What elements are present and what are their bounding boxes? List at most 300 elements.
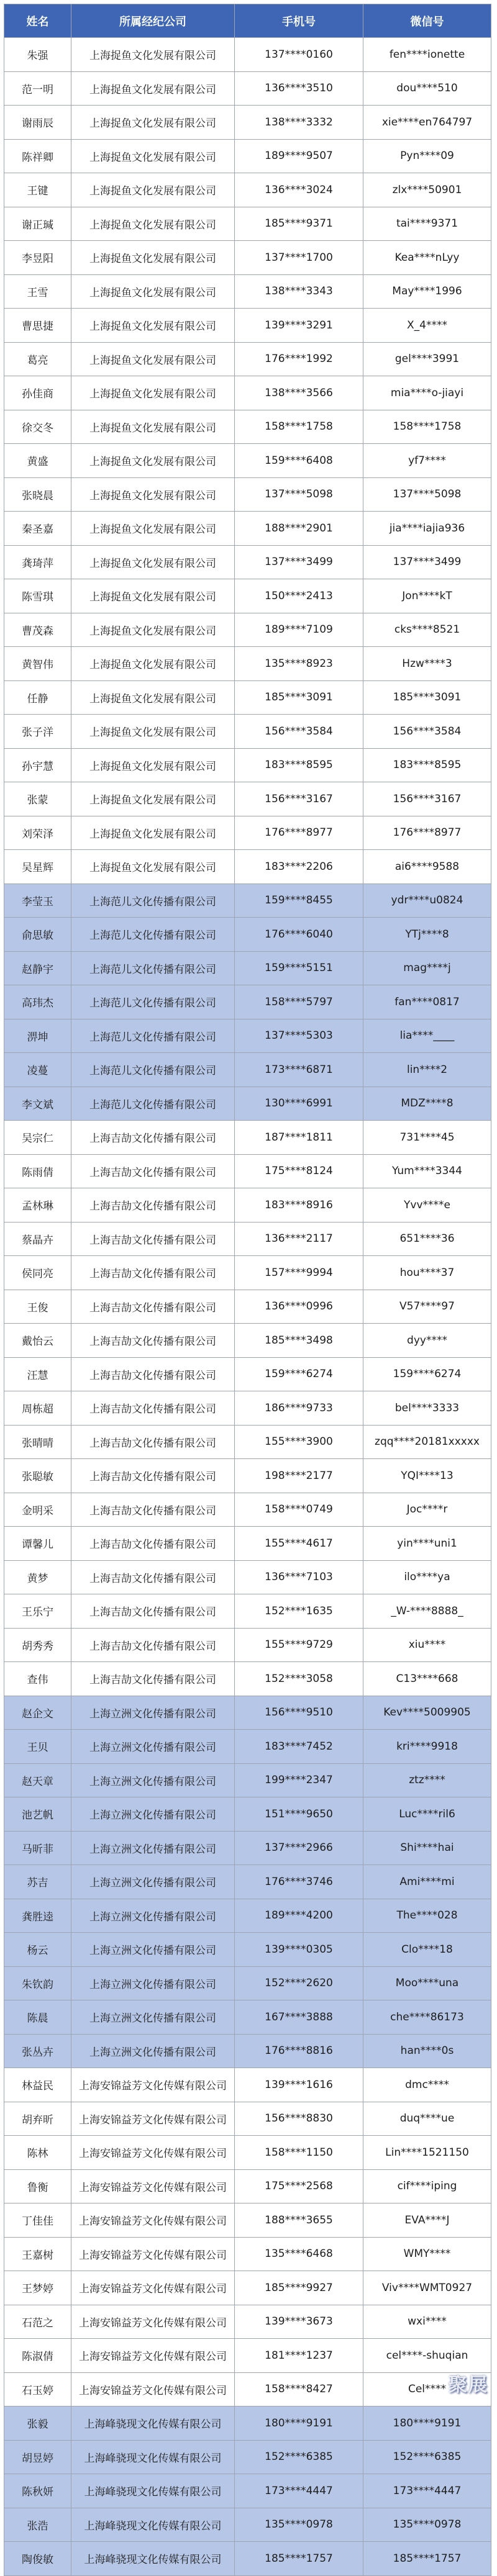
table-row xyxy=(4,1899,491,1933)
cell-wechat: Viv****WMT0927 xyxy=(363,2271,491,2305)
table-row xyxy=(4,241,491,275)
cell-phone: 137****5098 xyxy=(235,477,363,512)
cell-company: 上海捉鱼文化发展有限公司 xyxy=(71,444,235,478)
cell-wechat: tai****9371 xyxy=(363,207,491,241)
cell-wechat: 731****45 xyxy=(363,1121,491,1155)
cell-name: 李莹玉 xyxy=(4,884,71,918)
cell-name: 黄智伟 xyxy=(4,647,71,681)
cell-company: 上海捉鱼文化发展有限公司 xyxy=(71,38,235,72)
cell-name: 龚胜逵 xyxy=(4,1899,71,1933)
cell-name: 陈祥卿 xyxy=(4,139,71,173)
cell-phone: 175****2568 xyxy=(235,2169,363,2203)
cell-name: 池艺帆 xyxy=(4,1797,71,1832)
cell-company: 上海吉劼文化传播有限公司 xyxy=(71,1594,235,1629)
cell-wechat: YTj****8 xyxy=(363,918,491,952)
cell-company: 上海捉鱼文化发展有限公司 xyxy=(71,715,235,749)
cell-name: 葛亮 xyxy=(4,342,71,376)
cell-name: 陈晨 xyxy=(4,2000,71,2035)
cell-wechat: han****0s xyxy=(363,2034,491,2068)
cell-phone: 181****1237 xyxy=(235,2339,363,2373)
cell-company: 上海捉鱼文化发展有限公司 xyxy=(71,512,235,546)
cell-company: 上海捉鱼文化发展有限公司 xyxy=(71,241,235,275)
cell-wechat: Clo****18 xyxy=(363,1933,491,1967)
cell-phone: 176****8816 xyxy=(235,2034,363,2068)
table-row xyxy=(4,512,491,546)
cell-name: 刘荣泽 xyxy=(4,816,71,850)
cell-wechat: C13****668 xyxy=(363,1662,491,1696)
table-row xyxy=(4,2542,491,2576)
cell-phone: 176****6040 xyxy=(235,918,363,952)
table-row xyxy=(4,1391,491,1426)
table-row xyxy=(4,376,491,410)
cell-wechat: hou****37 xyxy=(363,1256,491,1290)
cell-wechat: bel****3333 xyxy=(363,1391,491,1426)
table-row xyxy=(4,2000,491,2035)
cell-company: 上海吉劼文化传播有限公司 xyxy=(71,1357,235,1391)
cell-wechat: yf7**** xyxy=(363,444,491,478)
cell-phone: 159****6274 xyxy=(235,1357,363,1391)
cell-name: 查伟 xyxy=(4,1662,71,1696)
cell-phone: 157****9994 xyxy=(235,1256,363,1290)
cell-company: 上海立洲文化传播有限公司 xyxy=(71,2034,235,2068)
cell-wechat: 137****3499 xyxy=(363,545,491,579)
cell-phone: 158****0749 xyxy=(235,1493,363,1527)
cell-company: 上海吉劼文化传播有限公司 xyxy=(71,1628,235,1662)
cell-company: 上海范儿文化传播有限公司 xyxy=(71,951,235,985)
cell-company: 上海捉鱼文化发展有限公司 xyxy=(71,748,235,782)
table-row xyxy=(4,1019,491,1053)
cell-name: 赵天章 xyxy=(4,1763,71,1797)
cell-phone: 138****3566 xyxy=(235,376,363,410)
cell-company: 上海捉鱼文化发展有限公司 xyxy=(71,410,235,444)
cell-company: 上海吉劼文化传播有限公司 xyxy=(71,1324,235,1358)
cell-phone: 152****2620 xyxy=(235,1966,363,2000)
cell-company: 上海吉劼文化传播有限公司 xyxy=(71,1290,235,1324)
cell-phone: 185****9927 xyxy=(235,2271,363,2305)
table-row xyxy=(4,1628,491,1662)
cell-name: 朱强 xyxy=(4,38,71,72)
cell-company: 上海捉鱼文化发展有限公司 xyxy=(71,782,235,816)
cell-company: 上海捉鱼文化发展有限公司 xyxy=(71,71,235,106)
cell-wechat: jia****iajia936 xyxy=(363,512,491,546)
cell-name: 石玉婷 xyxy=(4,2372,71,2407)
cell-name: 胡昱婷 xyxy=(4,2440,71,2474)
table-row xyxy=(4,71,491,106)
cell-company: 上海范儿文化传播有限公司 xyxy=(71,884,235,918)
cell-company: 上海捉鱼文化发展有限公司 xyxy=(71,173,235,207)
cell-company: 上海安锦益芳文化传媒有限公司 xyxy=(71,2339,235,2373)
cell-name: 丁佳佳 xyxy=(4,2203,71,2238)
header-phone: 手机号 xyxy=(235,4,363,38)
cell-wechat: 156****3584 xyxy=(363,715,491,749)
table-row xyxy=(4,715,491,749)
cell-phone: 155****4617 xyxy=(235,1527,363,1561)
table-row xyxy=(4,410,491,444)
cell-phone: 176****3746 xyxy=(235,1865,363,1899)
cell-name: 陈秋妍 xyxy=(4,2474,71,2508)
table-row xyxy=(4,38,491,72)
cell-phone: 176****1992 xyxy=(235,342,363,376)
cell-company: 上海范儿文化传播有限公司 xyxy=(71,918,235,952)
table-row xyxy=(4,2271,491,2305)
cell-phone: 199****2347 xyxy=(235,1763,363,1797)
cell-company: 上海吉劼文化传播有限公司 xyxy=(71,1154,235,1188)
cell-phone: 198****2177 xyxy=(235,1459,363,1493)
cell-phone: 138****3343 xyxy=(235,274,363,309)
cell-phone: 173****6871 xyxy=(235,1053,363,1087)
cell-wechat: 180****9191 xyxy=(363,2407,491,2441)
cell-wechat: 156****3167 xyxy=(363,782,491,816)
cell-company: 上海安锦益芳文化传媒有限公司 xyxy=(71,2203,235,2238)
cell-wechat: 185****1757 xyxy=(363,2542,491,2576)
table-row xyxy=(4,1662,491,1696)
cell-wechat: Luc****ril6 xyxy=(363,1797,491,1832)
cell-phone: 158****1758 xyxy=(235,410,363,444)
cell-phone: 183****8595 xyxy=(235,748,363,782)
cell-phone: 187****1811 xyxy=(235,1121,363,1155)
table-row xyxy=(4,477,491,512)
cell-phone: 156****3584 xyxy=(235,715,363,749)
cell-name: 汪慧 xyxy=(4,1357,71,1391)
cell-company: 上海安锦益芳文化传媒有限公司 xyxy=(71,2136,235,2170)
cell-name: 张浩 xyxy=(4,2508,71,2542)
cell-name: 胡秀秀 xyxy=(4,1628,71,1662)
cell-wechat: zqq****20181xxxxx xyxy=(363,1425,491,1459)
cell-phone: 188****2901 xyxy=(235,512,363,546)
cell-company: 上海立洲文化传播有限公司 xyxy=(71,1865,235,1899)
cell-company: 上海立洲文化传播有限公司 xyxy=(71,1797,235,1832)
cell-wechat: Kev****5009905 xyxy=(363,1696,491,1730)
table-row xyxy=(4,1053,491,1087)
cell-name: 黄盛 xyxy=(4,444,71,478)
table-row xyxy=(4,1222,491,1256)
cell-company: 上海安锦益芳文化传媒有限公司 xyxy=(71,2271,235,2305)
cell-company: 上海峰骁现文化传媒有限公司 xyxy=(71,2542,235,2576)
table-row xyxy=(4,1560,491,1594)
table-row xyxy=(4,1933,491,1967)
cell-name: 秦圣嘉 xyxy=(4,512,71,546)
cell-company: 上海立洲文化传播有限公司 xyxy=(71,1966,235,2000)
cell-phone: 155****3900 xyxy=(235,1425,363,1459)
cell-company: 上海范儿文化传播有限公司 xyxy=(71,1019,235,1053)
cell-company: 上海吉劼文化传播有限公司 xyxy=(71,1662,235,1696)
cell-name: 赵企文 xyxy=(4,1696,71,1730)
table-row xyxy=(4,1357,491,1391)
cell-company: 上海立洲文化传播有限公司 xyxy=(71,2000,235,2035)
cell-name: 黄梦 xyxy=(4,1560,71,1594)
roster-table xyxy=(4,4,491,2576)
table-row xyxy=(4,139,491,173)
cell-company: 上海捉鱼文化发展有限公司 xyxy=(71,309,235,343)
table-row xyxy=(4,1493,491,1527)
cell-phone: 183****2206 xyxy=(235,850,363,884)
cell-company: 上海安锦益芳文化传媒有限公司 xyxy=(71,2068,235,2102)
table-row xyxy=(4,1087,491,1121)
cell-wechat: Kea****nLyy xyxy=(363,241,491,275)
cell-phone: 159****8455 xyxy=(235,884,363,918)
cell-name: 周栋超 xyxy=(4,1391,71,1426)
cell-company: 上海峰骁现文化传媒有限公司 xyxy=(71,2474,235,2508)
cell-wechat: xie****en764797 xyxy=(363,106,491,140)
table-row xyxy=(4,1594,491,1629)
cell-name: 王雪 xyxy=(4,274,71,309)
cell-name: 李文斌 xyxy=(4,1087,71,1121)
table-body xyxy=(4,38,491,2576)
cell-name: 淠坤 xyxy=(4,1019,71,1053)
cell-name: 王梦婷 xyxy=(4,2271,71,2305)
cell-wechat: 159****6274 xyxy=(363,1357,491,1391)
table-row xyxy=(4,2339,491,2373)
cell-phone: 167****3888 xyxy=(235,2000,363,2035)
cell-company: 上海峰骁现文化传媒有限公司 xyxy=(71,2407,235,2441)
cell-wechat: duq****ue xyxy=(363,2102,491,2136)
cell-phone: 159****6408 xyxy=(235,444,363,478)
cell-name: 龚琦萍 xyxy=(4,545,71,579)
table-row xyxy=(4,748,491,782)
cell-phone: 136****3024 xyxy=(235,173,363,207)
cell-name: 鲁衡 xyxy=(4,2169,71,2203)
cell-name: 王乐宁 xyxy=(4,1594,71,1629)
table-row xyxy=(4,579,491,613)
cell-phone: 137****2966 xyxy=(235,1831,363,1865)
cell-wechat: mag****j xyxy=(363,951,491,985)
cell-company: 上海立洲文化传播有限公司 xyxy=(71,1899,235,1933)
cell-wechat: X_4**** xyxy=(363,309,491,343)
cell-phone: 185****3091 xyxy=(235,680,363,715)
table-row xyxy=(4,274,491,309)
cell-name: 陈淑倩 xyxy=(4,2339,71,2373)
table-row xyxy=(4,2203,491,2238)
cell-company: 上海安锦益芳文化传媒有限公司 xyxy=(71,2102,235,2136)
table-row xyxy=(4,207,491,241)
table-row xyxy=(4,1527,491,1561)
cell-wechat: lia****____ xyxy=(363,1019,491,1053)
table-row xyxy=(4,2102,491,2136)
cell-wechat: Moo****una xyxy=(363,1966,491,2000)
cell-name: 李昱阳 xyxy=(4,241,71,275)
cell-wechat: fen****ionette xyxy=(363,38,491,72)
table-row xyxy=(4,2508,491,2542)
cell-wechat: cel****-shuqian xyxy=(363,2339,491,2373)
cell-name: 胡弃昕 xyxy=(4,2102,71,2136)
cell-phone: 137****1700 xyxy=(235,241,363,275)
cell-phone: 155****9729 xyxy=(235,1628,363,1662)
cell-name: 马昕菲 xyxy=(4,1831,71,1865)
cell-name: 戴怡云 xyxy=(4,1324,71,1358)
cell-phone: 185****1757 xyxy=(235,2542,363,2576)
cell-company: 上海立洲文化传播有限公司 xyxy=(71,1933,235,1967)
cell-name: 张晴晴 xyxy=(4,1425,71,1459)
cell-wechat: ai6****9588 xyxy=(363,850,491,884)
cell-name: 张毅 xyxy=(4,2407,71,2441)
cell-name: 吴星辉 xyxy=(4,850,71,884)
table-row xyxy=(4,2407,491,2441)
cell-phone: 139****0305 xyxy=(235,1933,363,1967)
cell-company: 上海捉鱼文化发展有限公司 xyxy=(71,274,235,309)
cell-name: 张聪敏 xyxy=(4,1459,71,1493)
cell-name: 王贝 xyxy=(4,1730,71,1764)
cell-name: 王键 xyxy=(4,173,71,207)
cell-phone: 135****0978 xyxy=(235,2508,363,2542)
cell-phone: 139****3673 xyxy=(235,2305,363,2339)
table-row xyxy=(4,782,491,816)
cell-wechat: dmc**** xyxy=(363,2068,491,2102)
cell-phone: 139****3291 xyxy=(235,309,363,343)
table-row xyxy=(4,2372,491,2407)
cell-name: 高玮杰 xyxy=(4,985,71,1019)
table-row xyxy=(4,1831,491,1865)
table-row xyxy=(4,1966,491,2000)
cell-name: 石范之 xyxy=(4,2305,71,2339)
cell-phone: 159****5151 xyxy=(235,951,363,985)
cell-phone: 136****3510 xyxy=(235,71,363,106)
cell-wechat: cif****iping xyxy=(363,2169,491,2203)
cell-wechat: Lin****1521150 xyxy=(363,2136,491,2170)
cell-wechat: dou****510 xyxy=(363,71,491,106)
header-row xyxy=(4,4,491,38)
cell-wechat: 183****8595 xyxy=(363,748,491,782)
table-row xyxy=(4,680,491,715)
cell-name: 凌蔓 xyxy=(4,1053,71,1087)
cell-company: 上海捉鱼文化发展有限公司 xyxy=(71,477,235,512)
table-row xyxy=(4,1696,491,1730)
header-company: 所属经纪公司 xyxy=(71,4,235,38)
cell-wechat: xiu**** xyxy=(363,1628,491,1662)
cell-wechat: 152****6385 xyxy=(363,2440,491,2474)
table-row xyxy=(4,1154,491,1188)
cell-company: 上海安锦益芳文化传媒有限公司 xyxy=(71,2169,235,2203)
cell-wechat: Yum****3344 xyxy=(363,1154,491,1188)
cell-phone: 180****9191 xyxy=(235,2407,363,2441)
cell-phone: 139****1616 xyxy=(235,2068,363,2102)
cell-name: 陈林 xyxy=(4,2136,71,2170)
cell-phone: 183****8916 xyxy=(235,1188,363,1222)
cell-wechat: yin****uni1 xyxy=(363,1527,491,1561)
cell-company: 上海峰骁现文化传媒有限公司 xyxy=(71,2440,235,2474)
cell-phone: 189****7109 xyxy=(235,613,363,647)
cell-company: 上海立洲文化传播有限公司 xyxy=(71,1831,235,1865)
cell-company: 上海吉劼文化传播有限公司 xyxy=(71,1560,235,1594)
table-row xyxy=(4,1290,491,1324)
cell-company: 上海捉鱼文化发展有限公司 xyxy=(71,816,235,850)
cell-company: 上海吉劼文化传播有限公司 xyxy=(71,1391,235,1426)
table-row xyxy=(4,1730,491,1764)
cell-wechat: 651****36 xyxy=(363,1222,491,1256)
table-row xyxy=(4,309,491,343)
cell-wechat: gel****3991 xyxy=(363,342,491,376)
cell-company: 上海吉劼文化传播有限公司 xyxy=(71,1425,235,1459)
cell-wechat: Shi****hai xyxy=(363,1831,491,1865)
cell-company: 上海吉劼文化传播有限公司 xyxy=(71,1527,235,1561)
cell-phone: 152****1635 xyxy=(235,1594,363,1629)
table-row xyxy=(4,2440,491,2474)
table-row xyxy=(4,2305,491,2339)
cell-name: 谢正瑊 xyxy=(4,207,71,241)
cell-wechat: Hzw****3 xyxy=(363,647,491,681)
cell-wechat: 185****3091 xyxy=(363,680,491,715)
cell-company: 上海捉鱼文化发展有限公司 xyxy=(71,139,235,173)
cell-name: 孟林琳 xyxy=(4,1188,71,1222)
cell-name: 陈雪琪 xyxy=(4,579,71,613)
cell-wechat: YQI****13 xyxy=(363,1459,491,1493)
cell-wechat: lin****2 xyxy=(363,1053,491,1087)
cell-company: 上海范儿文化传播有限公司 xyxy=(71,1087,235,1121)
cell-wechat: wxi**** xyxy=(363,2305,491,2339)
cell-wechat: The****028 xyxy=(363,1899,491,1933)
cell-wechat: zlx****50901 xyxy=(363,173,491,207)
table-row xyxy=(4,918,491,952)
cell-phone: 185****9371 xyxy=(235,207,363,241)
cell-name: 苏吉 xyxy=(4,1865,71,1899)
cell-phone: 137****3499 xyxy=(235,545,363,579)
table-row xyxy=(4,2034,491,2068)
cell-company: 上海吉劼文化传播有限公司 xyxy=(71,1222,235,1256)
cell-wechat: _W-****8888_ xyxy=(363,1594,491,1629)
cell-company: 上海吉劼文化传播有限公司 xyxy=(71,1459,235,1493)
cell-company: 上海范儿文化传播有限公司 xyxy=(71,1053,235,1087)
table-row xyxy=(4,1797,491,1832)
cell-company: 上海捉鱼文化发展有限公司 xyxy=(71,376,235,410)
cell-wechat: Jon****kT xyxy=(363,579,491,613)
cell-wechat: 176****8977 xyxy=(363,816,491,850)
cell-phone: 152****6385 xyxy=(235,2440,363,2474)
cell-name: 王俊 xyxy=(4,1290,71,1324)
cell-name: 陈雨倩 xyxy=(4,1154,71,1188)
cell-wechat: 173****4447 xyxy=(363,2474,491,2508)
table-row xyxy=(4,951,491,985)
table-row xyxy=(4,1324,491,1358)
cell-wechat: WMY**** xyxy=(363,2237,491,2271)
cell-company: 上海捉鱼文化发展有限公司 xyxy=(71,342,235,376)
cell-name: 吴宗仁 xyxy=(4,1121,71,1155)
cell-wechat: ilo****ya xyxy=(363,1560,491,1594)
cell-phone: 175****8124 xyxy=(235,1154,363,1188)
cell-phone: 151****9650 xyxy=(235,1797,363,1832)
table-row xyxy=(4,2237,491,2271)
cell-name: 蔡晶卉 xyxy=(4,1222,71,1256)
cell-company: 上海峰骁现文化传媒有限公司 xyxy=(71,2508,235,2542)
cell-company: 上海捉鱼文化发展有限公司 xyxy=(71,680,235,715)
cell-wechat: EVA****J xyxy=(363,2203,491,2238)
cell-name: 张丛卉 xyxy=(4,2034,71,2068)
cell-company: 上海安锦益芳文化传媒有限公司 xyxy=(71,2237,235,2271)
table-row xyxy=(4,1188,491,1222)
table-row xyxy=(4,342,491,376)
cell-phone: 158****5797 xyxy=(235,985,363,1019)
table-row xyxy=(4,850,491,884)
cell-phone: 136****0996 xyxy=(235,1290,363,1324)
cell-name: 张蒙 xyxy=(4,782,71,816)
cell-company: 上海捉鱼文化发展有限公司 xyxy=(71,207,235,241)
cell-phone: 186****9733 xyxy=(235,1391,363,1426)
cell-name: 孙佳商 xyxy=(4,376,71,410)
cell-wechat: Joc****r xyxy=(363,1493,491,1527)
table-row xyxy=(4,2136,491,2170)
table-row xyxy=(4,1763,491,1797)
cell-company: 上海立洲文化传播有限公司 xyxy=(71,1730,235,1764)
cell-name: 孙宇慧 xyxy=(4,748,71,782)
cell-phone: 152****3058 xyxy=(235,1662,363,1696)
cell-wechat: Yvv****e xyxy=(363,1188,491,1222)
cell-phone: 135****8923 xyxy=(235,647,363,681)
table-row xyxy=(4,2474,491,2508)
cell-wechat: MDZ****8 xyxy=(363,1087,491,1121)
cell-name: 朱钦韵 xyxy=(4,1966,71,2000)
table-row xyxy=(4,1121,491,1155)
cell-wechat: fan****0817 xyxy=(363,985,491,1019)
table-row xyxy=(4,2068,491,2102)
cell-phone: 137****0160 xyxy=(235,38,363,72)
